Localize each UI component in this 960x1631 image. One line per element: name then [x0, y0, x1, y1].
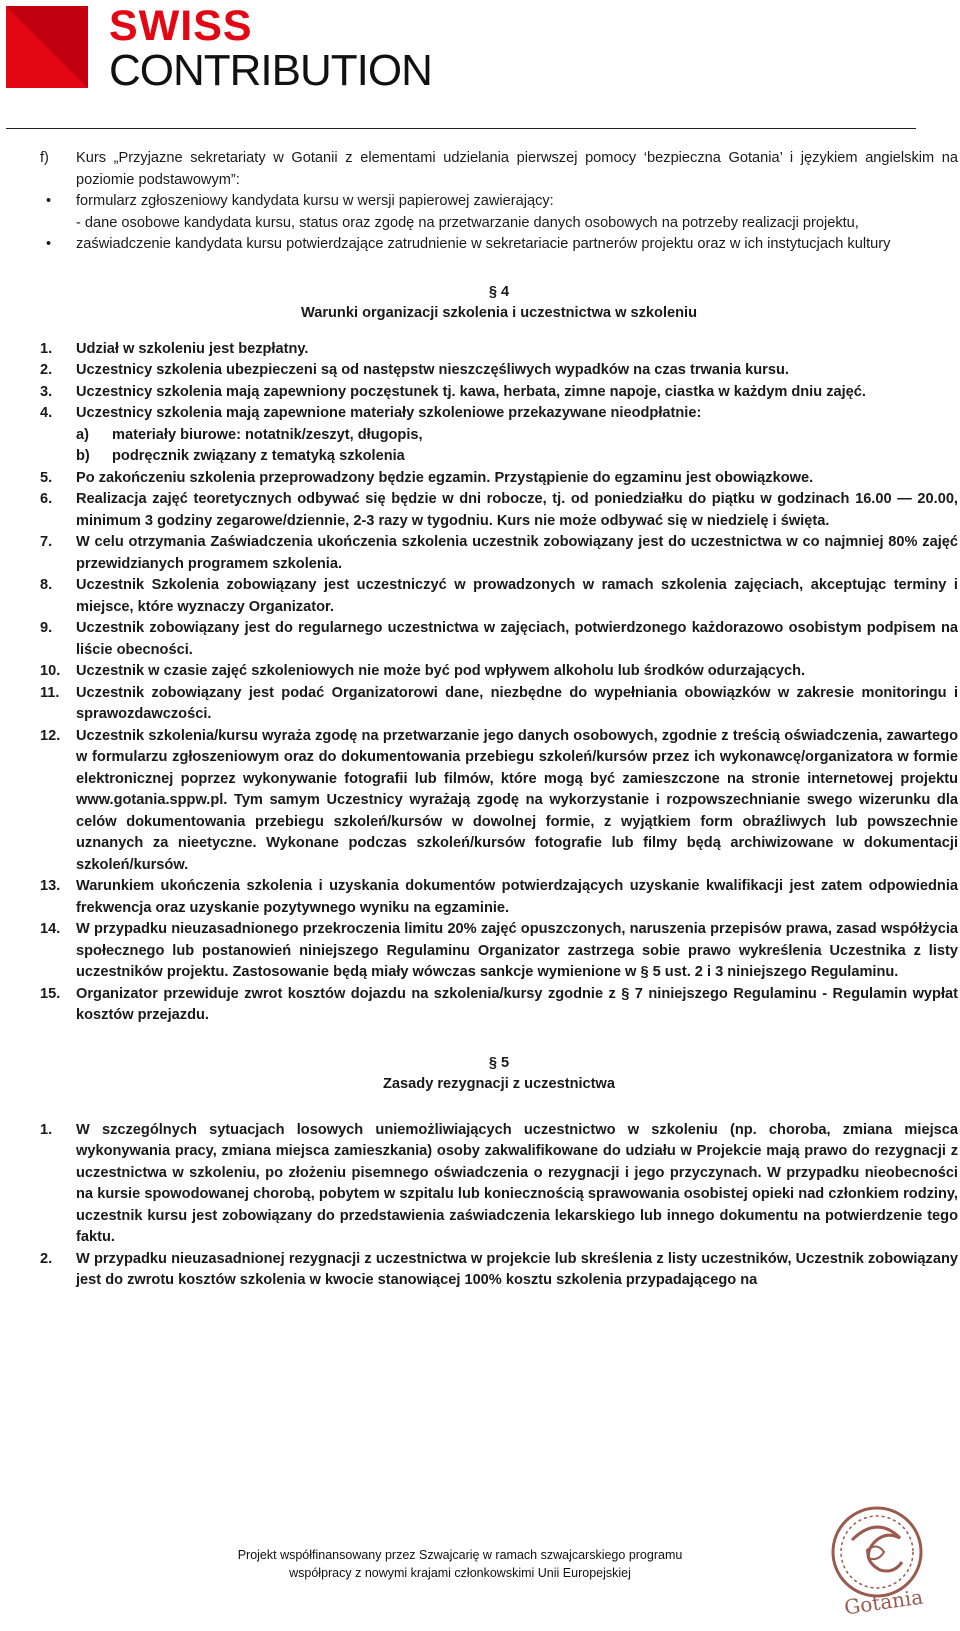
section-5-heading: Zasady rezygnacji z uczestnictwa [383, 1076, 615, 1092]
section-4-list [40, 339, 958, 1027]
bullet-icon: • [46, 236, 52, 252]
item-text: Uczestnik w czasie zajęć szkoleniowych nie może być pod wpływem alkoholu lub środków odurzających. [76, 663, 806, 679]
footer-line-1: Projekt współfinansowany przez Szwajcarię w ramach szwajcarskiego programu [237, 1548, 683, 1562]
logo-word-swiss: SWISS [109, 2, 253, 50]
sub-item-b [76, 446, 958, 468]
item-number: 13. [40, 878, 61, 894]
header-rule [6, 128, 916, 129]
list-item [40, 532, 958, 575]
list-item [40, 919, 958, 984]
list-item [40, 403, 958, 468]
sub-text: materiały biurowe: notatnik/zeszyt, długopis, [112, 426, 423, 443]
footer-line-2: współpracy z nowymi krajami członkowskimi Unii Europejskiej [289, 1566, 631, 1580]
sub-marker: b) [76, 448, 90, 464]
list-item [40, 360, 958, 382]
item-number: 11. [40, 684, 60, 701]
section-4-heading: Warunki organizacji szkolenia i uczestnictwa w szkoleniu [300, 305, 698, 321]
item-text: Realizacja zajęć teoretycznych odbywać się będzie w dni robocze, tj. od poniedziałku do piątku w godzinach 16.00 — 20.00, minimum 3 godziny zegarowe/dziennie, 2-3 razy w tygodniu. Kurs nie może odbywać się w niedzielę i święta. [76, 491, 958, 529]
item-text: Uczestnik zobowiązany jest do regularnego uczestnictwa w zajęciach, potwierdzonego każdorazowo osobistym podpisem na liście obecności. [76, 620, 958, 658]
list-item [40, 382, 958, 404]
item-text: Warunkiem ukończenia szkolenia i uzyskania dokumentów potwierdzających uzyskanie kwalifikacji jest zatem odpowiednia frekwencja oraz uzyskanie pozytywnego wyniku na egzaminie. [76, 878, 958, 916]
item-number: 14. [40, 921, 61, 937]
list-item [40, 726, 958, 877]
item-text: W szczególnych sytuacjach losowych uniemożliwiających uczestnictwo w szkoleniu (np. choroba, zmiana miejsca wykonywania pracy, zmiana miejsca zamieszkania) osoby zakwalifikowane do udziału w Projekcie mają prawo do rezygnacji z uczestnictwa w szkoleniu, po złożeniu pisemnego oświadczenia o rezygnacji i jego przyczynach. W przypadku nieobecności na kursie spowodowanej chorobą, pobytem w szpitalu lub koniecznością sprawowania osobistej opieki nad członkiem rodziny, uczestnik kursu jest zobowiązany do przedstawienia zaświadczenia lekarskiego lub innego dokumentu na potwierdzenie tego faktu. [76, 1121, 958, 1245]
intro-bullet-1 [40, 191, 958, 234]
intro-title: Kurs „Przyjazne sekretariaty w Gotanii z elementami udzielania pierwszej pomocy ‘bezpieczna Gotania’ i językiem angielskim na poziomie podstawowym”: [76, 150, 958, 188]
list-item [40, 618, 958, 661]
bullet-subtext: - dane osobowe kandydata kursu, status oraz zgodę na przetwarzanie danych osobowych na potrzeby realizacji projektu, [76, 214, 859, 231]
item-text: Uczestnik Szkolenia zobowiązany jest uczestniczyć w prowadzonych w ramach szkolenia zajęciach, akceptując terminy i miejsce, które wyznaczy Organizator. [76, 577, 958, 615]
intro-marker: f) [40, 150, 49, 166]
item-text: W przypadku nieuzasadnionej rezygnacji z uczestnictwa w projekcie lub skreślenia z listy uczestników, Uczestnik zobowiązany jest do zwrotu kosztów szkolenia w kwocie stanowiącej 100% kosztu szkolenia przypadającego na [76, 1250, 958, 1288]
item-text: W przypadku nieuzasadnionego przekroczenia limitu 20% zajęć opuszczonych, naruszenia przepisów prawa, zasad współżycia społecznego lub postanowień niniejszego Regulaminu Organizator zastrzega sobie prawo wykreślenia Uczestnika z listy uczestników projektu. Zastosowanie będą miały wówczas sankcje wymienione w § 5 ust. 2 i 3 niniejszego Regulaminu. [76, 921, 958, 980]
item-text: Uczestnicy szkolenia mają zapewniony poczęstunek tj. kawa, herbata, zimne napoje, ciastka w każdym dniu zajęć. [76, 383, 866, 400]
item-number: 1. [40, 340, 53, 357]
stamp-text: Gotania [842, 1584, 925, 1620]
item-number: 15. [40, 985, 61, 1002]
item-text: Udział w szkoleniu jest bezpłatny. [76, 340, 309, 357]
list-item [40, 489, 958, 532]
item-number: 12. [40, 727, 61, 744]
list-item [40, 1249, 958, 1292]
list-item [40, 984, 958, 1027]
item-number: 8. [40, 577, 53, 593]
document-body [40, 148, 958, 1292]
list-item [40, 339, 958, 361]
item-number: 2. [40, 1250, 53, 1267]
item-text: Organizator przewiduje zwrot kosztów dojazdu na szkolenia/kursy zgodnie z § 7 niniejszego Regulaminu - Regulamin wypłat kosztów przejazdu. [76, 985, 958, 1023]
item-number: 3. [40, 383, 53, 400]
swiss-contribution-logo [6, 2, 432, 98]
intro-bullet-2 [40, 234, 958, 256]
list-item [40, 683, 958, 726]
item-text: Uczestnicy szkolenia ubezpieczeni są od następstw nieszczęśliwych wypadków na czas trwania kursu. [76, 362, 789, 378]
list-item [40, 468, 958, 490]
item-number: 5. [40, 469, 53, 486]
bullet-icon: • [46, 193, 52, 209]
item-number: 2. [40, 362, 53, 378]
sub-item-a [76, 425, 958, 447]
list-item [40, 575, 958, 618]
swiss-flag-icon [6, 6, 88, 88]
list-item [40, 661, 958, 683]
section-5-number: § 5 [488, 1054, 510, 1071]
bullet-text: zaświadczenie kandydata kursu potwierdzające zatrudnienie w sekretariacie partnerów projektu oraz w ich instytucjach kultury [76, 236, 891, 252]
item-text: Uczestnik zobowiązany jest podać Organizatorowi dane, niezbędne do wypełniania obowiązków w zakresie monitoringu i sprawozdawczości. [76, 684, 958, 722]
list-item [40, 1120, 958, 1249]
section-5-list [40, 1120, 958, 1292]
logo-word-contribution: CONTRIBUTION [109, 46, 432, 95]
item-text: Uczestnicy szkolenia mają zapewnione materiały szkoleniowe przekazywane nieodpłatnie: [76, 405, 702, 421]
item-number: 7. [40, 534, 53, 550]
item-text: Po zakończeniu szkolenia przeprowadzony będzie egzamin. Przystąpienie do egzaminu jest obowiązkowe. [76, 469, 814, 486]
sub-marker: a) [76, 426, 89, 443]
page-footer [150, 1546, 770, 1582]
item-text: W celu otrzymania Zaświadczenia ukończenia szkolenia uczestnik zobowiązany jest do uczestnictwa w co najmniej 80% zajęć przewidzianych programem szkolenia. [76, 534, 958, 572]
intro-item [40, 148, 958, 191]
item-number: 6. [40, 491, 53, 507]
item-number: 10. [40, 663, 61, 679]
bullet-text: formularz zgłoszeniowy kandydata kursu w wersji papierowej zawierający: [76, 193, 554, 209]
item-number: 1. [40, 1121, 53, 1138]
section-4-number: § 4 [488, 283, 510, 300]
sub-text: podręcznik związany z tematyką szkolenia [112, 448, 405, 464]
list-item [40, 876, 958, 919]
item-number: 4. [40, 405, 53, 421]
item-text: Uczestnik szkolenia/kursu wyraża zgodę na przetwarzanie jego danych osobowych, zgodnie z treścią oświadczenia, zawartego w formularzu zgłoszeniowym oraz do dokumentowania przebiegu szkoleń/kursów przez ich wykonawcę/organizatora w formie elektronicznej poprzez wykonywanie fotografii lub filmów, które mogą być zamieszczone na stronie internetowej projektu www.gotania.sppw.pl. Tym samym Uczestnicy wyrażają zgodę na wykorzystanie i rozpowszechnianie swego wizerunku dla celów dokumentowania przebiegu szkoleń/kursów w dowolnej formie, z wyjątkiem form obraźliwych lub powszechnie uznanych za nieetyczne. Wykonane podczas szkoleń/kursów fotografie lub filmy będą archiwizowane w dokumentacji szkoleń/kursów. [76, 727, 958, 873]
item-number: 9. [40, 620, 53, 636]
gotania-stamp-logo [822, 1500, 932, 1620]
